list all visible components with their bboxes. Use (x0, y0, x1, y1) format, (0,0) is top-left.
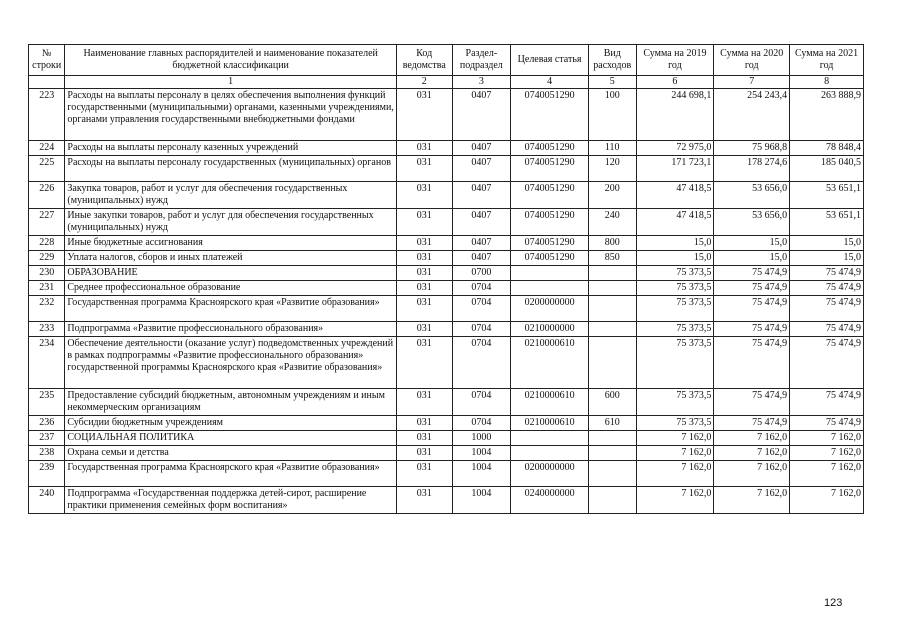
row-name-cell: Расходы на выплаты персоналу в целях обеспечения выполнения функций государственными (муниципальными) органами, казенными учреждениями, органами управления государственными внебюджетными фондами (65, 89, 397, 141)
expense-kind-cell (589, 266, 637, 281)
department-code-cell: 031 (396, 251, 452, 266)
expense-kind-cell: 240 (589, 209, 637, 236)
target-article-cell: 0740051290 (511, 209, 589, 236)
table-row (29, 209, 864, 236)
expense-kind-cell (589, 296, 637, 322)
expense-kind-cell: 120 (589, 156, 637, 182)
table-row (29, 141, 864, 156)
section-cell: 0407 (452, 209, 511, 236)
section-cell: 1004 (452, 446, 511, 461)
row-name-cell: Государственная программа Красноярского края «Развитие образования» (65, 296, 397, 322)
amount-2020-cell: 75 968,8 (714, 141, 790, 156)
department-code-cell: 031 (396, 236, 452, 251)
row-number-cell: 236 (29, 416, 65, 431)
section-cell: 0407 (452, 251, 511, 266)
target-article-cell: 0210000610 (511, 337, 589, 389)
header-amount-2019: Сумма на 2019 год (636, 45, 714, 76)
column-number-row (29, 76, 864, 89)
target-article-cell: 0200000000 (511, 461, 589, 487)
amount-2021-cell: 75 474,9 (790, 337, 864, 389)
amount-2020-cell: 7 162,0 (714, 446, 790, 461)
section-cell: 0704 (452, 322, 511, 337)
row-name-cell: ОБРАЗОВАНИЕ (65, 266, 397, 281)
header-target-article: Целевая статья (511, 45, 589, 76)
amount-2020-cell: 7 162,0 (714, 487, 790, 514)
section-cell: 1004 (452, 461, 511, 487)
header-amount-2021: Сумма на 2021 год (790, 45, 864, 76)
row-name-cell: Закупка товаров, работ и услуг для обеспечения государственных (муниципальных) нужд (65, 182, 397, 209)
target-article-cell: 0740051290 (511, 182, 589, 209)
amount-2019-cell: 75 373,5 (636, 337, 714, 389)
amount-2021-cell: 75 474,9 (790, 281, 864, 296)
table-row (29, 416, 864, 431)
department-code-cell: 031 (396, 446, 452, 461)
target-article-cell (511, 281, 589, 296)
amount-2021-cell: 75 474,9 (790, 296, 864, 322)
row-number-cell: 234 (29, 337, 65, 389)
amount-2019-cell: 7 162,0 (636, 431, 714, 446)
department-code-cell: 031 (396, 431, 452, 446)
row-number-cell: 232 (29, 296, 65, 322)
department-code-cell: 031 (396, 182, 452, 209)
target-article-cell (511, 266, 589, 281)
expense-kind-cell: 100 (589, 89, 637, 141)
table-row (29, 461, 864, 487)
target-article-cell: 0200000000 (511, 296, 589, 322)
section-cell: 1000 (452, 431, 511, 446)
row-number-cell: 235 (29, 389, 65, 416)
table-row (29, 446, 864, 461)
budget-table (28, 44, 864, 514)
expense-kind-cell (589, 322, 637, 337)
target-article-cell: 0210000610 (511, 416, 589, 431)
section-cell: 0407 (452, 89, 511, 141)
row-number-cell: 240 (29, 487, 65, 514)
amount-2020-cell: 254 243,4 (714, 89, 790, 141)
expense-kind-cell (589, 461, 637, 487)
amount-2021-cell: 7 162,0 (790, 461, 864, 487)
expense-kind-cell (589, 431, 637, 446)
amount-2019-cell: 47 418,5 (636, 209, 714, 236)
column-number: 5 (589, 76, 637, 89)
target-article-cell: 0740051290 (511, 251, 589, 266)
amount-2020-cell: 178 274,6 (714, 156, 790, 182)
amount-2021-cell: 263 888,9 (790, 89, 864, 141)
target-article-cell: 0210000610 (511, 389, 589, 416)
department-code-cell: 031 (396, 487, 452, 514)
expense-kind-cell (589, 281, 637, 296)
row-name-cell: Подпрограмма «Государственная поддержка детей-сирот, расширение практики применения семейных форм воспитания» (65, 487, 397, 514)
table-row (29, 266, 864, 281)
department-code-cell: 031 (396, 337, 452, 389)
expense-kind-cell: 110 (589, 141, 637, 156)
amount-2019-cell: 72 975,0 (636, 141, 714, 156)
amount-2021-cell: 78 848,4 (790, 141, 864, 156)
target-article-cell: 0240000000 (511, 487, 589, 514)
amount-2021-cell: 7 162,0 (790, 487, 864, 514)
amount-2021-cell: 15,0 (790, 251, 864, 266)
table-row (29, 182, 864, 209)
section-cell: 1004 (452, 487, 511, 514)
row-number-cell: 228 (29, 236, 65, 251)
column-number: 6 (636, 76, 714, 89)
row-name-cell: Государственная программа Красноярского края «Развитие образования» (65, 461, 397, 487)
column-number: 2 (396, 76, 452, 89)
amount-2019-cell: 75 373,5 (636, 296, 714, 322)
header-department-code: Код ведомства (396, 45, 452, 76)
department-code-cell: 031 (396, 209, 452, 236)
table-row (29, 296, 864, 322)
expense-kind-cell: 850 (589, 251, 637, 266)
table-row (29, 281, 864, 296)
amount-2021-cell: 75 474,9 (790, 322, 864, 337)
amount-2020-cell: 75 474,9 (714, 389, 790, 416)
section-cell: 0704 (452, 281, 511, 296)
row-name-cell: Уплата налогов, сборов и иных платежей (65, 251, 397, 266)
target-article-cell (511, 431, 589, 446)
row-number-cell: 238 (29, 446, 65, 461)
target-article-cell: 0210000000 (511, 322, 589, 337)
table-row (29, 236, 864, 251)
department-code-cell: 031 (396, 389, 452, 416)
row-name-cell: СОЦИАЛЬНАЯ ПОЛИТИКА (65, 431, 397, 446)
amount-2019-cell: 75 373,5 (636, 322, 714, 337)
column-number: 1 (65, 76, 397, 89)
header-row-number: № строки (29, 45, 65, 76)
amount-2020-cell: 15,0 (714, 236, 790, 251)
column-number-blank (29, 76, 65, 89)
amount-2019-cell: 75 373,5 (636, 389, 714, 416)
expense-kind-cell: 610 (589, 416, 637, 431)
section-cell: 0700 (452, 266, 511, 281)
target-article-cell: 0740051290 (511, 236, 589, 251)
header-row (29, 45, 864, 76)
amount-2020-cell: 75 474,9 (714, 416, 790, 431)
table-row (29, 89, 864, 141)
amount-2020-cell: 53 656,0 (714, 182, 790, 209)
amount-2019-cell: 75 373,5 (636, 281, 714, 296)
amount-2019-cell: 15,0 (636, 251, 714, 266)
amount-2019-cell: 7 162,0 (636, 461, 714, 487)
row-number-cell: 233 (29, 322, 65, 337)
amount-2021-cell: 53 651,1 (790, 182, 864, 209)
amount-2021-cell: 75 474,9 (790, 416, 864, 431)
amount-2019-cell: 7 162,0 (636, 446, 714, 461)
department-code-cell: 031 (396, 322, 452, 337)
department-code-cell: 031 (396, 266, 452, 281)
amount-2021-cell: 75 474,9 (790, 389, 864, 416)
amount-2019-cell: 75 373,5 (636, 266, 714, 281)
amount-2021-cell: 53 651,1 (790, 209, 864, 236)
row-name-cell: Иные закупки товаров, работ и услуг для обеспечения государственных (муниципальных) нужд (65, 209, 397, 236)
amount-2020-cell: 75 474,9 (714, 281, 790, 296)
department-code-cell: 031 (396, 281, 452, 296)
header-section: Раздел-подраздел (452, 45, 511, 76)
row-number-cell: 239 (29, 461, 65, 487)
row-name-cell: Охрана семьи и детства (65, 446, 397, 461)
amount-2019-cell: 7 162,0 (636, 487, 714, 514)
table-row (29, 322, 864, 337)
column-number: 7 (714, 76, 790, 89)
amount-2020-cell: 53 656,0 (714, 209, 790, 236)
target-article-cell: 0740051290 (511, 141, 589, 156)
row-name-cell: Предоставление субсидий бюджетным, автономным учреждениям и иным некоммерческим организациям (65, 389, 397, 416)
department-code-cell: 031 (396, 89, 452, 141)
row-name-cell: Субсидии бюджетным учреждениям (65, 416, 397, 431)
amount-2020-cell: 75 474,9 (714, 337, 790, 389)
expense-kind-cell: 600 (589, 389, 637, 416)
header-expense-kind: Вид расходов (589, 45, 637, 76)
amount-2020-cell: 7 162,0 (714, 461, 790, 487)
row-number-cell: 225 (29, 156, 65, 182)
amount-2019-cell: 244 698,1 (636, 89, 714, 141)
table-header (29, 45, 864, 89)
amount-2020-cell: 15,0 (714, 251, 790, 266)
header-amount-2020: Сумма на 2020 год (714, 45, 790, 76)
row-number-cell: 230 (29, 266, 65, 281)
amount-2020-cell: 75 474,9 (714, 296, 790, 322)
row-number-cell: 224 (29, 141, 65, 156)
page-number: 123 (824, 597, 843, 609)
section-cell: 0407 (452, 141, 511, 156)
target-article-cell (511, 446, 589, 461)
expense-kind-cell: 800 (589, 236, 637, 251)
section-cell: 0704 (452, 296, 511, 322)
table-row (29, 251, 864, 266)
expense-kind-cell: 200 (589, 182, 637, 209)
expense-kind-cell (589, 487, 637, 514)
amount-2021-cell: 185 040,5 (790, 156, 864, 182)
column-number: 3 (452, 76, 511, 89)
row-number-cell: 237 (29, 431, 65, 446)
amount-2021-cell: 75 474,9 (790, 266, 864, 281)
row-name-cell: Среднее профессиональное образование (65, 281, 397, 296)
amount-2021-cell: 7 162,0 (790, 431, 864, 446)
section-cell: 0407 (452, 156, 511, 182)
row-name-cell: Расходы на выплаты персоналу государственных (муниципальных) органов (65, 156, 397, 182)
header-name: Наименование главных распорядителей и наименование показателей бюджетной классификации (65, 45, 397, 76)
amount-2020-cell: 75 474,9 (714, 266, 790, 281)
amount-2020-cell: 75 474,9 (714, 322, 790, 337)
column-number: 8 (790, 76, 864, 89)
column-number: 4 (511, 76, 589, 89)
department-code-cell: 031 (396, 141, 452, 156)
table-row (29, 156, 864, 182)
section-cell: 0704 (452, 416, 511, 431)
expense-kind-cell (589, 446, 637, 461)
row-name-cell: Обеспечение деятельности (оказание услуг) подведомственных учреждений в рамках подпрограммы «Развитие профессионального образования» государственной программы Красноярского края «Развитие образования» (65, 337, 397, 389)
department-code-cell: 031 (396, 156, 452, 182)
department-code-cell: 031 (396, 296, 452, 322)
row-number-cell: 223 (29, 89, 65, 141)
section-cell: 0407 (452, 182, 511, 209)
amount-2019-cell: 171 723,1 (636, 156, 714, 182)
amount-2020-cell: 7 162,0 (714, 431, 790, 446)
amount-2021-cell: 7 162,0 (790, 446, 864, 461)
department-code-cell: 031 (396, 416, 452, 431)
amount-2019-cell: 15,0 (636, 236, 714, 251)
amount-2019-cell: 47 418,5 (636, 182, 714, 209)
row-name-cell: Расходы на выплаты персоналу казенных учреждений (65, 141, 397, 156)
table-row (29, 487, 864, 514)
row-name-cell: Подпрограмма «Развитие профессионального образования» (65, 322, 397, 337)
amount-2019-cell: 75 373,5 (636, 416, 714, 431)
row-number-cell: 229 (29, 251, 65, 266)
row-number-cell: 231 (29, 281, 65, 296)
table-body (29, 89, 864, 514)
expense-kind-cell (589, 337, 637, 389)
department-code-cell: 031 (396, 461, 452, 487)
target-article-cell: 0740051290 (511, 156, 589, 182)
target-article-cell: 0740051290 (511, 89, 589, 141)
section-cell: 0407 (452, 236, 511, 251)
table-row (29, 431, 864, 446)
row-number-cell: 226 (29, 182, 65, 209)
row-name-cell: Иные бюджетные ассигнования (65, 236, 397, 251)
table-row (29, 337, 864, 389)
amount-2021-cell: 15,0 (790, 236, 864, 251)
table-row (29, 389, 864, 416)
row-number-cell: 227 (29, 209, 65, 236)
section-cell: 0704 (452, 337, 511, 389)
section-cell: 0704 (452, 389, 511, 416)
